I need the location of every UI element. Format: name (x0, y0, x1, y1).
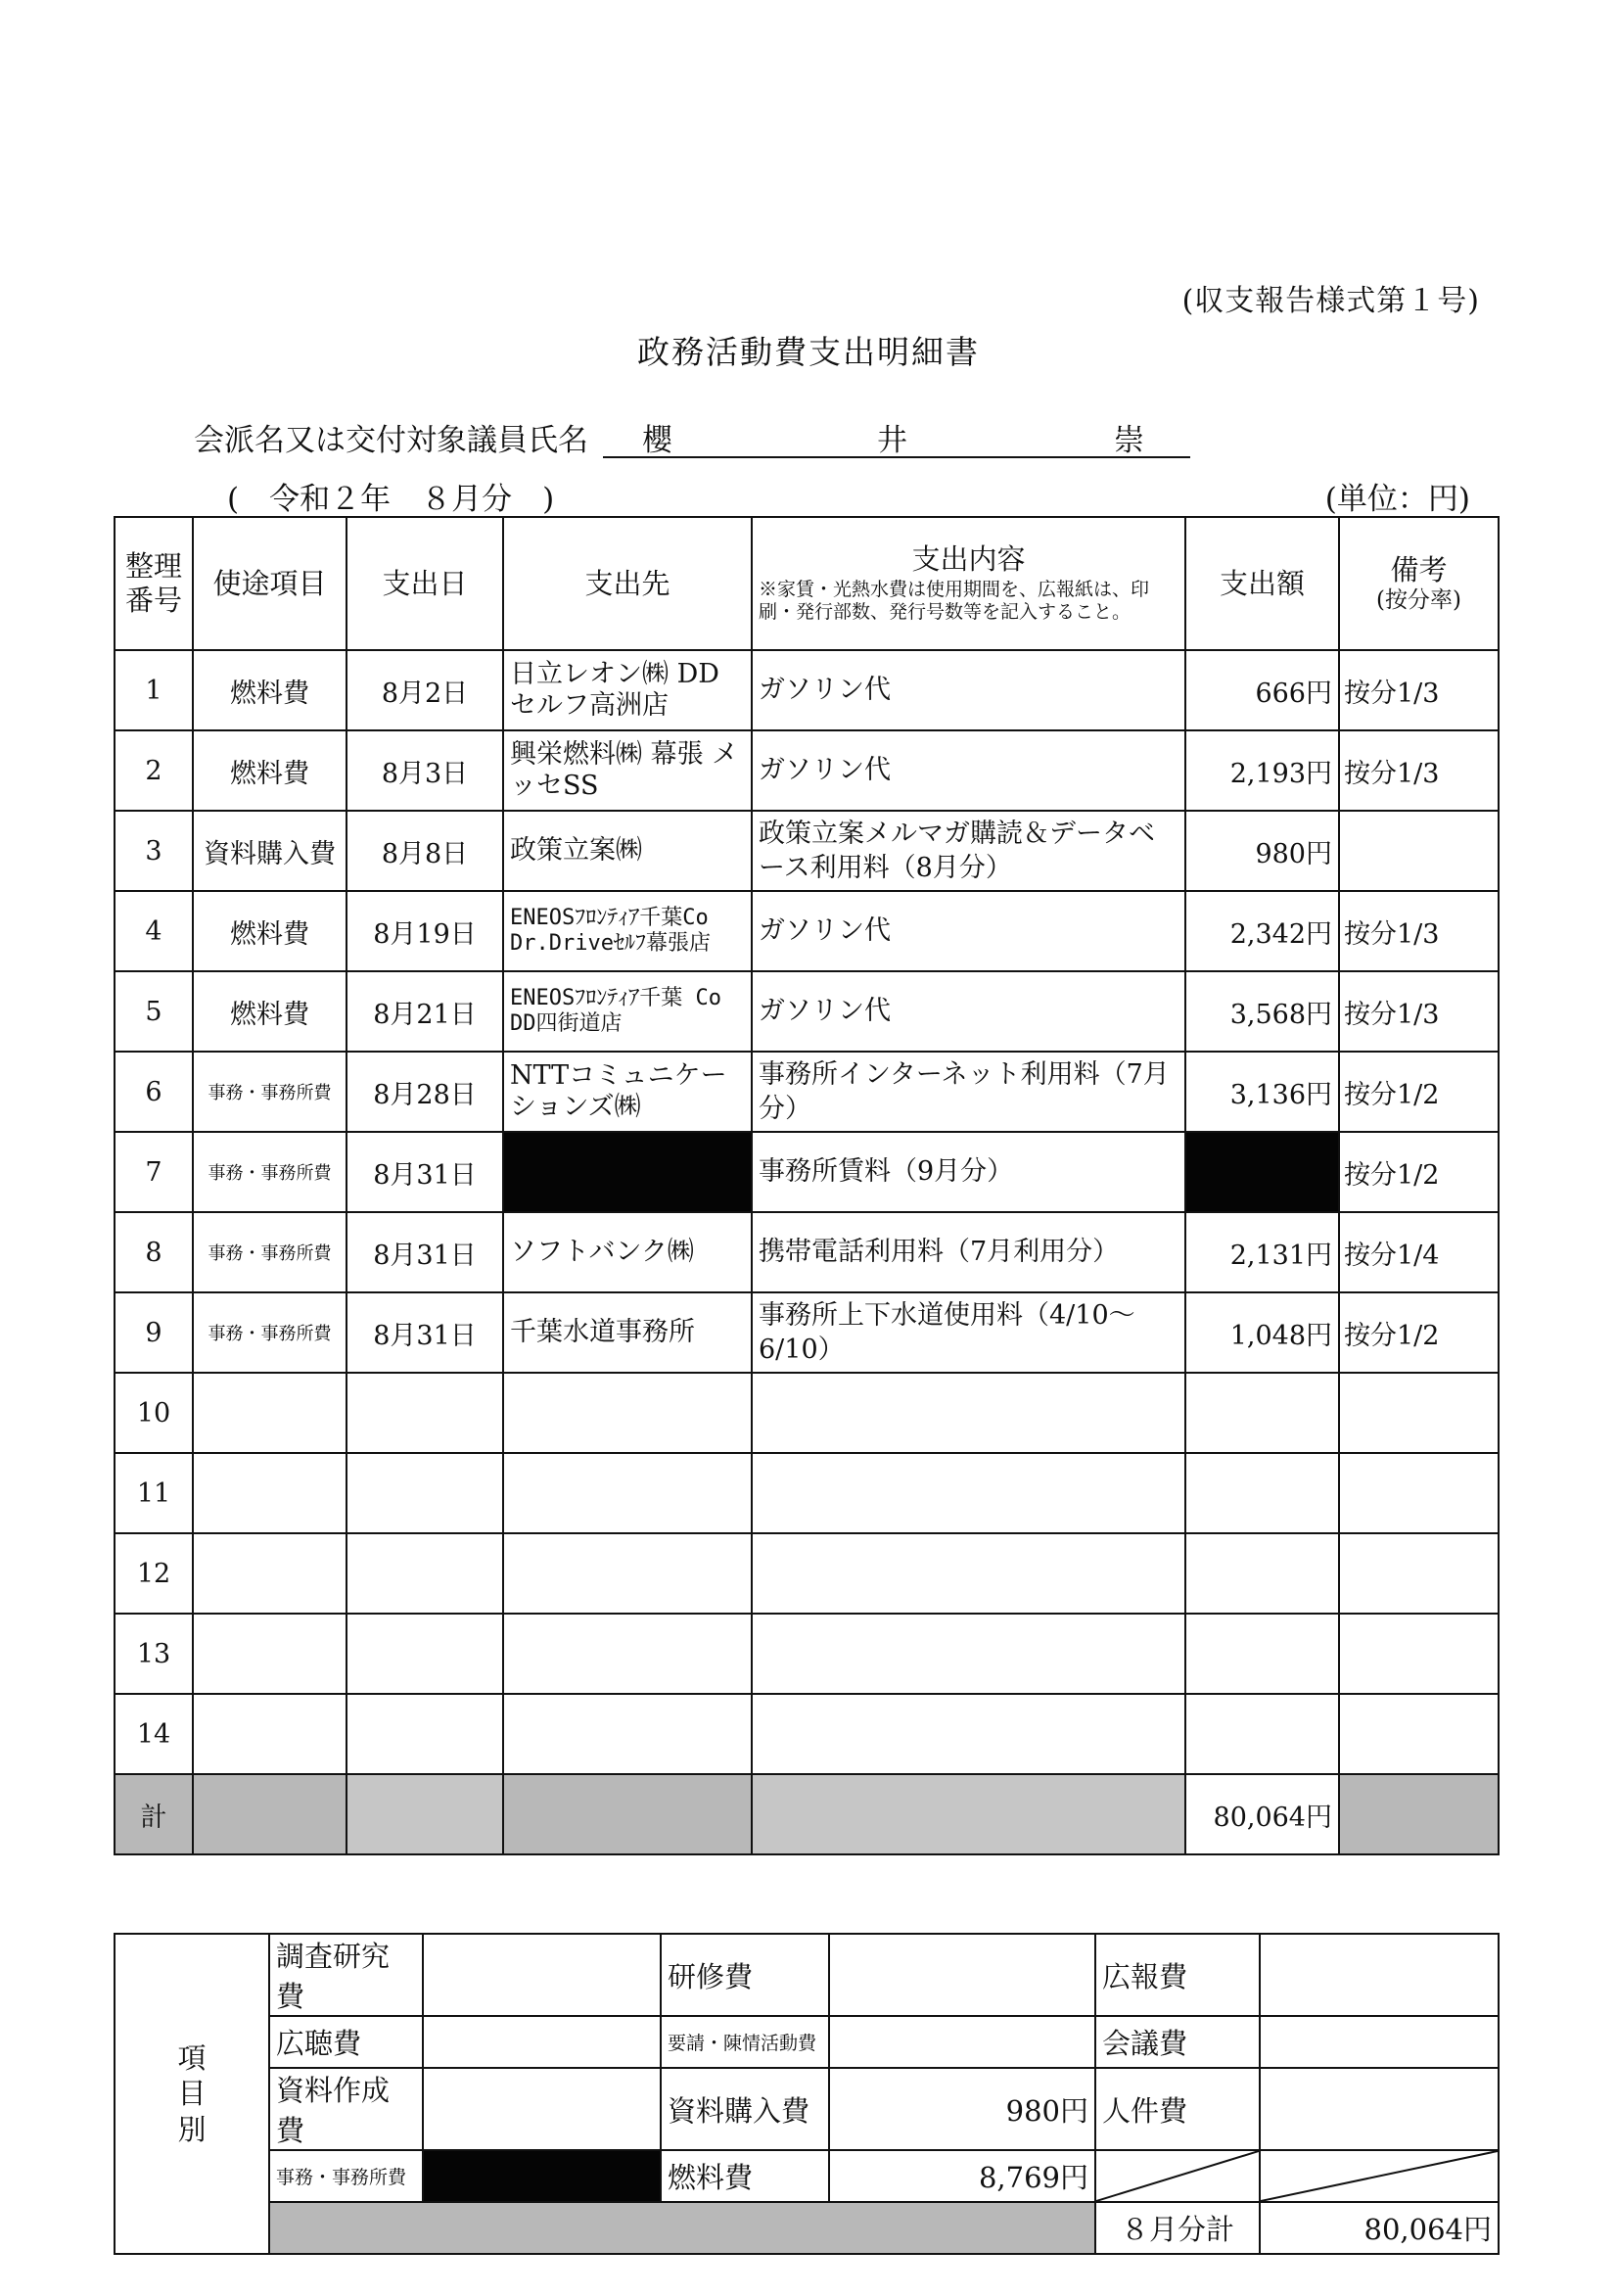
diagonal-line-icon (1096, 2151, 1259, 2201)
header-date: 支出日 (346, 517, 503, 650)
row-use: 事務・事務所費 (193, 1052, 346, 1132)
row-remarks: 按分1/3 (1339, 891, 1499, 971)
row-amount: 3,568円 (1185, 971, 1339, 1052)
row-payee: 日立レオン㈱ DD セルフ高洲店 (503, 650, 752, 730)
category-fuel-label: 燃料費 (661, 2150, 829, 2202)
category-row (115, 2150, 1499, 2202)
shaded-cell (1339, 1774, 1499, 1854)
category-materials-making-label: 資料作成費 (269, 2068, 423, 2150)
row-remarks (1339, 1533, 1499, 1614)
row-payee (503, 1373, 752, 1453)
row-content: ガソリン代 (752, 971, 1185, 1052)
category-personnel-label: 人件費 (1095, 2068, 1260, 2150)
table-row (115, 1132, 1499, 1212)
row-remarks: 按分1/3 (1339, 730, 1499, 811)
header-amount: 支出額 (1185, 517, 1339, 650)
row-date: 8月8日 (346, 811, 503, 891)
table-row (115, 811, 1499, 891)
row-content (752, 1533, 1185, 1614)
row-remarks: 按分1/4 (1339, 1212, 1499, 1292)
row-date: 8月31日 (346, 1132, 503, 1212)
row-use (193, 1533, 346, 1614)
row-use: 燃料費 (193, 650, 346, 730)
row-content (752, 1453, 1185, 1533)
shaded-cell (269, 2202, 1095, 2254)
shaded-cell (193, 1774, 346, 1854)
row-payee: ENEOSﾌﾛﾝﾃｨｱ千葉 Co DD四街道店 (503, 971, 752, 1052)
row-amount: 3,136円 (1185, 1052, 1339, 1132)
total-amount: 80,064円 (1185, 1774, 1339, 1854)
category-personnel-amount (1260, 2068, 1499, 2150)
row-amount: 666円 (1185, 650, 1339, 730)
row-date (346, 1614, 503, 1694)
table-row (115, 1292, 1499, 1373)
row-content (752, 1373, 1185, 1453)
table-row (115, 730, 1499, 811)
row-date (346, 1373, 503, 1453)
table-row (115, 1533, 1499, 1614)
row-remarks (1339, 811, 1499, 891)
total-row (115, 1774, 1499, 1854)
row-number: 8 (115, 1212, 193, 1292)
row-payee (503, 1453, 752, 1533)
row-number: 11 (115, 1453, 193, 1533)
category-training-label: 研修費 (661, 1934, 829, 2016)
row-content: ガソリン代 (752, 891, 1185, 971)
category-row (115, 2068, 1499, 2150)
row-use (193, 1373, 346, 1453)
row-amount: 980円 (1185, 811, 1339, 891)
category-office-label: 事務・事務所費 (269, 2150, 423, 2202)
row-number: 9 (115, 1292, 193, 1373)
row-use (193, 1694, 346, 1774)
table-row (115, 971, 1499, 1052)
category-materials-purchase-label: 資料購入費 (661, 2068, 829, 2150)
row-amount: 1,048円 (1185, 1292, 1339, 1373)
header-payee: 支出先 (503, 517, 752, 650)
row-date: 8月2日 (346, 650, 503, 730)
table-row (115, 1373, 1499, 1453)
crossed-out-cell (1260, 2150, 1499, 2202)
row-content: 携帯電話利用料（7月利用分） (752, 1212, 1185, 1292)
header-remarks: 備考 (按分率) (1339, 517, 1499, 650)
redacted-amount (1185, 1132, 1339, 1212)
row-remarks (1339, 1373, 1499, 1453)
category-hearing-label: 広聴費 (269, 2016, 423, 2068)
row-payee: 千葉水道事務所 (503, 1292, 752, 1373)
row-number: 7 (115, 1132, 193, 1212)
category-meeting-label: 会議費 (1095, 2016, 1260, 2068)
row-amount: 2,342円 (1185, 891, 1339, 971)
expense-table (114, 516, 1500, 1855)
row-payee (503, 1614, 752, 1694)
row-amount (1185, 1614, 1339, 1694)
category-materials-purchase-amount: 980円 (829, 2068, 1095, 2150)
row-amount: 2,131円 (1185, 1212, 1339, 1292)
category-row (115, 2016, 1499, 2068)
table-row (115, 1694, 1499, 1774)
row-remarks: 按分1/2 (1339, 1292, 1499, 1373)
row-number: 5 (115, 971, 193, 1052)
row-number: 6 (115, 1052, 193, 1132)
row-remarks: 按分1/3 (1339, 650, 1499, 730)
redacted-payee (503, 1132, 752, 1212)
shaded-cell (752, 1774, 1185, 1854)
row-payee: ENEOSﾌﾛﾝﾃｨｱ千葉Co Dr.Driveｾﾙﾌ幕張店 (503, 891, 752, 971)
row-number: 10 (115, 1373, 193, 1453)
shaded-cell (503, 1774, 752, 1854)
row-remarks: 按分1/2 (1339, 1052, 1499, 1132)
unit-label: (単位：円) (1324, 482, 1470, 517)
table-row (115, 891, 1499, 971)
row-use: 事務・事務所費 (193, 1132, 346, 1212)
member-name-char: 崇 (1114, 423, 1144, 458)
row-amount: 2,193円 (1185, 730, 1339, 811)
crossed-out-cell (1095, 2150, 1260, 2202)
member-name-char: 井 (877, 423, 907, 458)
row-number: 1 (115, 650, 193, 730)
row-content: 事務所インターネット利用料（7月分） (752, 1052, 1185, 1132)
header-content-title: 支出内容 (911, 541, 1026, 576)
row-content: ガソリン代 (752, 730, 1185, 811)
row-date (346, 1453, 503, 1533)
row-payee (503, 1533, 752, 1614)
member-line (194, 415, 1144, 459)
category-side-label: 項 目 別 (115, 1934, 269, 2254)
category-pr-amount (1260, 1934, 1499, 2016)
category-fuel-amount: 8,769円 (829, 2150, 1095, 2202)
row-use: 事務・事務所費 (193, 1212, 346, 1292)
row-date: 8月21日 (346, 971, 503, 1052)
document-title: 政務活動費支出明細書 (637, 333, 980, 371)
table-row (115, 1614, 1499, 1694)
row-payee: 政策立案㈱ (503, 811, 752, 891)
row-use (193, 1614, 346, 1694)
category-petition-amount (829, 2016, 1095, 2068)
row-remarks: 按分1/3 (1339, 971, 1499, 1052)
category-row (115, 2202, 1499, 2254)
report-period: ( 令和２年 ８月分 ) (227, 482, 555, 517)
row-payee (503, 1694, 752, 1774)
row-number: 12 (115, 1533, 193, 1614)
redacted-office-amount (423, 2150, 661, 2202)
header-content (752, 517, 1185, 650)
total-label: 計 (115, 1774, 193, 1854)
member-name-char: 櫻 (642, 423, 672, 458)
category-table (114, 1933, 1500, 2255)
row-number: 14 (115, 1694, 193, 1774)
row-number: 3 (115, 811, 193, 891)
header-content-note: ※家賃・光熱水費は使用期間を、広報紙は、印刷・発行部数、発行号数等を記入すること。 (759, 578, 1150, 624)
month-total-amount: 80,064円 (1260, 2202, 1499, 2254)
category-pr-label: 広報費 (1095, 1934, 1260, 2016)
row-date: 8月28日 (346, 1052, 503, 1132)
category-hearing-amount (423, 2016, 661, 2068)
row-use: 事務・事務所費 (193, 1292, 346, 1373)
category-materials-making-amount (423, 2068, 661, 2150)
row-use: 資料購入費 (193, 811, 346, 891)
header-number: 整理 番号 (115, 517, 193, 650)
table-row (115, 650, 1499, 730)
form-id: (収支報告様式第１号) (1181, 284, 1480, 318)
table-row (115, 1453, 1499, 1533)
member-name (603, 415, 1190, 458)
row-content: 政策立案メルマガ購読＆データベース利用料（8月分） (752, 811, 1185, 891)
member-label: 会派名又は交付対象議員氏名 (194, 423, 588, 458)
row-payee: 興栄燃料㈱ 幕張 メッセSS (503, 730, 752, 811)
row-date (346, 1694, 503, 1774)
row-remarks (1339, 1694, 1499, 1774)
row-payee: NTTコミュニケーションズ㈱ (503, 1052, 752, 1132)
category-petition-label: 要請・陳情活動費 (661, 2016, 829, 2068)
header-use: 使途項目 (193, 517, 346, 650)
month-total-label: ８月分計 (1095, 2202, 1260, 2254)
row-payee: ソフトバンク㈱ (503, 1212, 752, 1292)
row-amount (1185, 1453, 1339, 1533)
category-research-amount (423, 1934, 661, 2016)
row-amount (1185, 1694, 1339, 1774)
category-meeting-amount (1260, 2016, 1499, 2068)
row-date: 8月19日 (346, 891, 503, 971)
row-amount (1185, 1373, 1339, 1453)
row-content (752, 1614, 1185, 1694)
category-research-label: 調査研究費 (269, 1934, 423, 2016)
row-use: 燃料費 (193, 891, 346, 971)
category-row (115, 1934, 1499, 2016)
row-amount (1185, 1533, 1339, 1614)
table-row (115, 1212, 1499, 1292)
row-remarks: 按分1/2 (1339, 1132, 1499, 1212)
row-remarks (1339, 1614, 1499, 1694)
row-date (346, 1533, 503, 1614)
row-content: ガソリン代 (752, 650, 1185, 730)
category-training-amount (829, 1934, 1095, 2016)
row-remarks (1339, 1453, 1499, 1533)
row-number: 4 (115, 891, 193, 971)
diagonal-line-icon (1261, 2151, 1498, 2201)
shaded-cell (346, 1774, 503, 1854)
row-number: 2 (115, 730, 193, 811)
row-use: 燃料費 (193, 730, 346, 811)
row-use: 燃料費 (193, 971, 346, 1052)
row-date: 8月3日 (346, 730, 503, 811)
table-row (115, 1052, 1499, 1132)
row-use (193, 1453, 346, 1533)
row-content (752, 1694, 1185, 1774)
table-header-row (115, 517, 1499, 650)
row-date: 8月31日 (346, 1212, 503, 1292)
row-content: 事務所上下水道使用料（4/10～6/10） (752, 1292, 1185, 1373)
row-content: 事務所賃料（9月分） (752, 1132, 1185, 1212)
row-date: 8月31日 (346, 1292, 503, 1373)
row-number: 13 (115, 1614, 193, 1694)
